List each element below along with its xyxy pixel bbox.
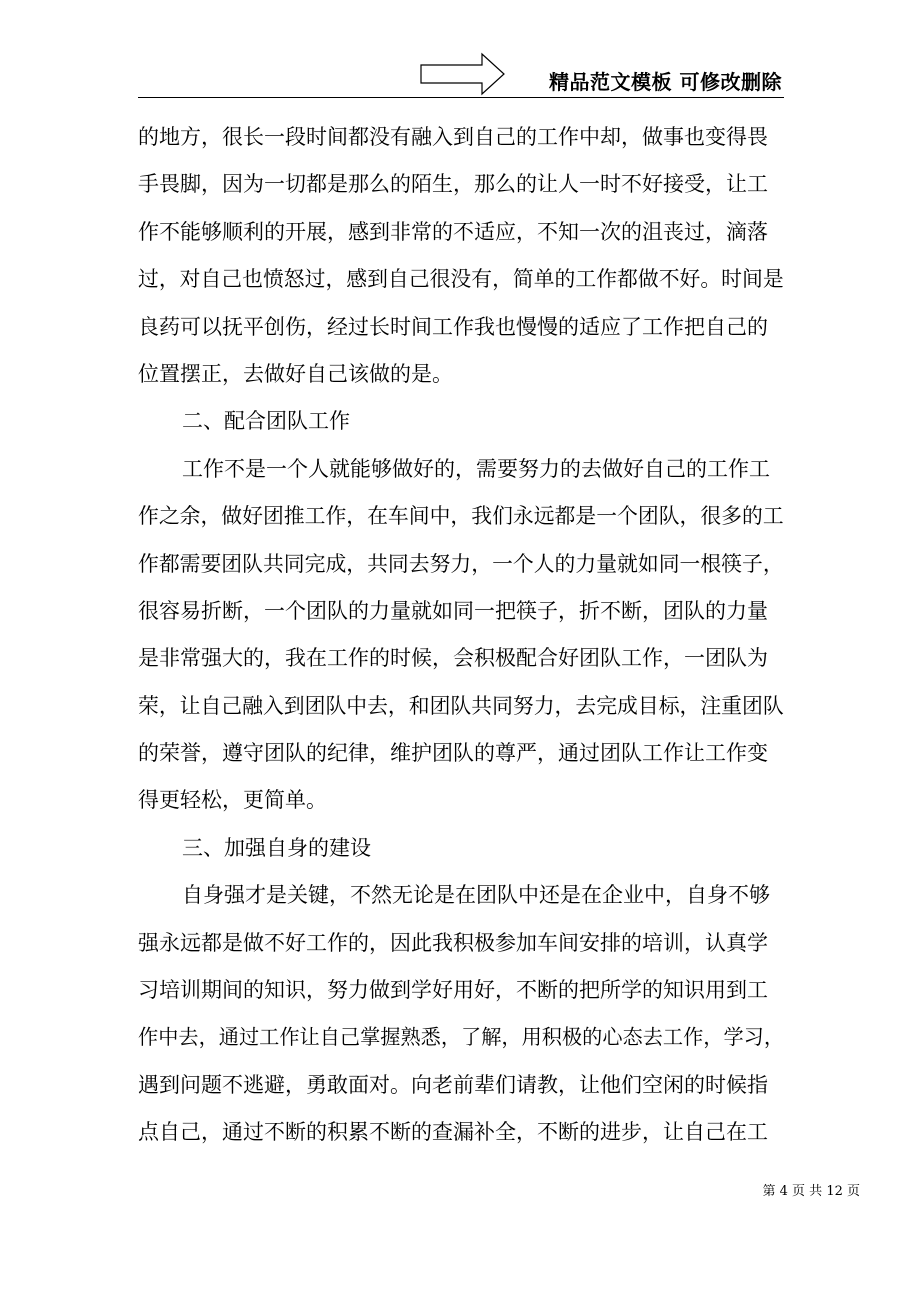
text-line: 强永远都是做不好工作的，因此我积极参加车间安排的培训，认真学 [138,930,768,955]
text-line: 良药可以抚平创伤，经过长时间工作我也慢慢的适应了工作把自己的 [138,314,768,339]
text-line: 是非常强大的，我在工作的时候，会积极配合好团队工作，一团队为 [138,646,768,671]
header-title: 精品范文模板 可修改删除 [549,70,782,94]
text-line: 作不能够顺利的开展，感到非常的不适应，不知一次的沮丧过，滴落 [138,219,768,244]
text-line: 遇到问题不逃避，勇敢面对。向老前辈们请教，让他们空闲的时候指 [138,1072,768,1097]
text-line: 作之余，做好团推工作，在车间中，我们永远都是一个团队，很多的工 [138,504,784,529]
text-line: 很容易折断，一个团队的力量就如同一把筷子，折不断，团队的力量 [138,598,768,623]
text-line: 的荣誉，遵守团队的纪律，维护团队的尊严，通过团队工作让工作变 [138,741,768,766]
text-line: 二、配合团队工作 [182,409,350,434]
text-line: 荣，让自己融入到团队中去，和团队共同努力，去完成目标，注重团队 [138,693,784,718]
text-line: 作中去，通过工作让自己掌握熟悉，了解，用积极的心态去工作，学习， [138,1025,785,1050]
right-arrow-icon [420,52,506,96]
text-line: 过，对自己也愤怒过，感到自己很没有，简单的工作都做不好。时间是 [138,267,784,292]
text-line: 的地方，很长一段时间都没有融入到自己的工作中却，做事也变得畏 [138,125,768,149]
text-line: 点自己，通过不断的积累不断的查漏补全，不断的进步，让自己在工 [138,1120,768,1145]
text-line: 习培训期间的知识，努力做到学好用好，不断的把所学的知识用到工 [138,978,768,1003]
text-line: 工作不是一个人就能够做好的，需要努力的去做好自己的工作工 [182,456,770,481]
page-header [138,48,784,98]
text-line: 得更轻松，更简单。 [138,788,327,813]
header-rule [138,97,784,98]
page-number: 第 4 页 共 12 页 [762,1184,860,1199]
document-body [138,114,784,1157]
text-line: 作都需要团队共同完成，共同去努力，一个人的力量就如同一根筷子， [138,551,784,576]
text-line: 手畏脚，因为一切都是那么的陌生，那么的让人一时不好接受，让工 [138,172,768,197]
text-line: 自身强才是关键，不然无论是在团队中还是在企业中，自身不够 [182,883,770,908]
text-line: 三、加强自身的建设 [182,835,371,860]
text-line: 位置摆正，去做好自己该做的是。 [138,361,453,386]
